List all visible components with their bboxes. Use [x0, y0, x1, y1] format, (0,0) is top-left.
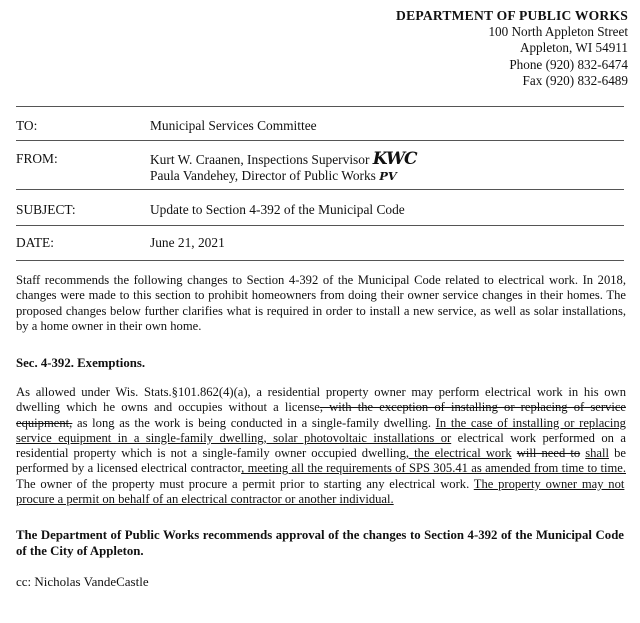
subject-value: Update to Section 4-392 of the Municipal Code: [150, 202, 405, 217]
fax-number: Fax (920) 832-6489: [522, 72, 628, 88]
ordinance-text: [16, 385, 626, 507]
address-street: 100 North Appleton Street: [488, 24, 628, 40]
ord-inserted-2: , the electrical work: [405, 446, 512, 461]
letterhead: [396, 8, 628, 89]
to-label: TO:: [16, 118, 38, 133]
ord-text-6: The owner of the property must procure a permit prior to starting any electrical work.: [16, 476, 474, 491]
from-label: FROM:: [16, 151, 58, 166]
ord-text-1: As allowed under Wis. Stats.§101.862(4)(a), a residential property owner may perform electrical work in his own dwelling which he owns and occupies without a license: [16, 385, 626, 415]
ord-deleted-2: will need to: [516, 446, 581, 461]
department-name: DEPARTMENT OF PUBLIC WORKS: [396, 8, 628, 23]
from-line-1: [150, 151, 417, 168]
subject-label: SUBJECT:: [16, 202, 76, 217]
divider-from: [16, 189, 624, 190]
ord-inserted-3: shall: [585, 446, 610, 461]
divider-top: [16, 106, 624, 107]
ord-text-5: be performed by a licensed electrical contractor: [16, 446, 627, 476]
date-label: DATE:: [16, 235, 54, 250]
divider-date: [16, 260, 624, 261]
ord-text-2: as long as the work is being conducted in a single-family dwelling.: [72, 415, 436, 430]
divider-subject: [16, 225, 624, 226]
ord-deleted-1: , with the exception of installing or replacing of service equipment,: [16, 400, 626, 430]
from-name-1: Kurt W. Craanen, Inspections Supervisor: [150, 152, 370, 167]
cc-line: cc: Nicholas VandeCastle: [16, 574, 149, 589]
recommendation: The Department of Public Works recommends approval of the changes to Section 4-392 of the Municipal Code of the City of Appleton.: [16, 528, 624, 558]
from-value: [150, 151, 417, 184]
phone-number: Phone (920) 832-6474: [509, 56, 628, 72]
from-name-2: Paula Vandehey, Director of Public Works: [150, 168, 376, 183]
initials-pv: PV: [379, 169, 397, 183]
ord-inserted-1: In the case of installing or replacing service equipment in a single-family dwelling, solar photovoltaic installations or: [16, 415, 626, 445]
date-value: June 21, 2021: [150, 235, 225, 250]
ord-inserted-5: The property owner may not procure a permit on behalf of an electrical contractor or another individual.: [16, 476, 625, 507]
section-heading: Sec. 4-392. Exemptions.: [16, 356, 146, 370]
ord-inserted-4: , meeting all the requirements of SPS 305.41 as amended from time to time.: [241, 461, 626, 476]
intro-paragraph: Staff recommends the following changes to Section 4-392 of the Municipal Code related to electrical work. In 2018, changes were made to this section to prohibit homeowners from doing their owner service changes in their homes. The proposed changes below further clarifies what is required in order to install a new service, as well as solar installations, by a home owner in their own home.: [16, 273, 626, 333]
initials-kwc: KWC: [372, 149, 417, 169]
address-city: Appleton, WI 54911: [519, 40, 628, 56]
to-value: Municipal Services Committee: [150, 118, 317, 133]
divider-to: [16, 140, 624, 141]
ord-text-3: electrical work performed on a residential property which is not a single-family owner occupied dwelling: [16, 430, 626, 461]
from-line-2: [150, 168, 417, 184]
